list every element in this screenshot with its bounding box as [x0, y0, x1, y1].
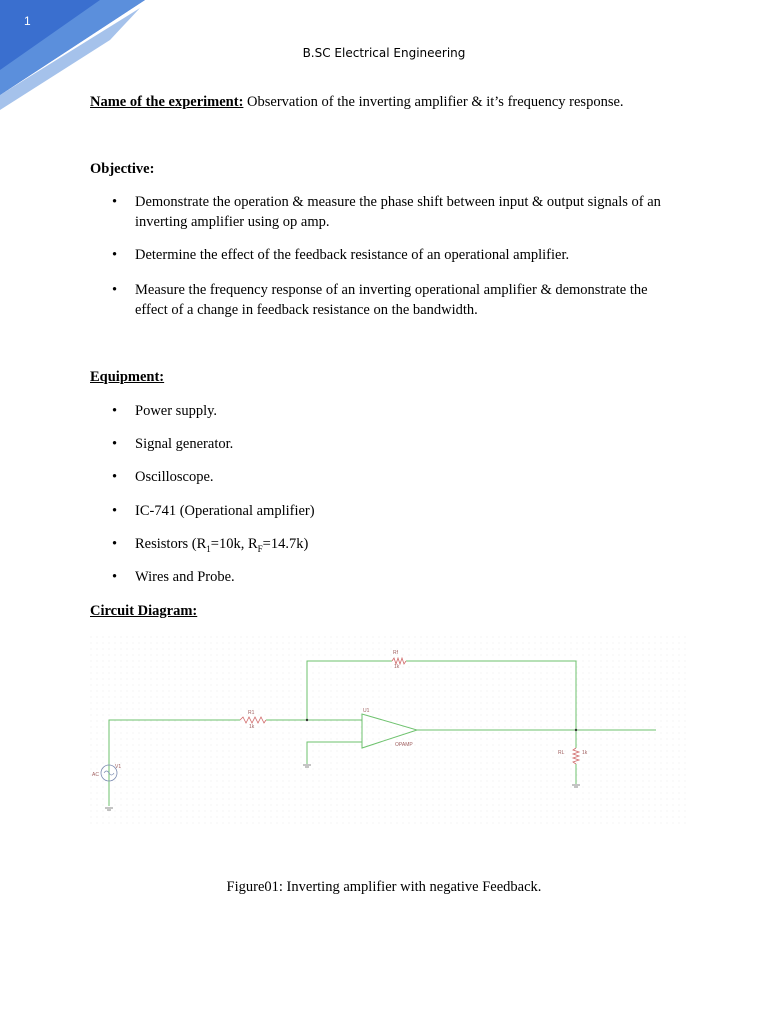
- equipment-item: Wires and Probe.: [135, 569, 235, 585]
- objective-item-3-line2: effect of a change in feedback resistance on the bandwidth.: [135, 302, 478, 318]
- header-title: B.SC Electrical Engineering: [302, 46, 466, 60]
- objective-item-1-line2: inverting amplifier using op amp.: [135, 214, 330, 230]
- equipment-item: Oscilloscope.: [135, 469, 214, 485]
- bullet-icon: •: [112, 247, 118, 263]
- equipment-item-resistors: [135, 534, 680, 559]
- junction-dot: [306, 719, 308, 721]
- page-number: 1: [24, 14, 31, 28]
- objective-heading: Objective:: [90, 161, 155, 177]
- circuit-diagram: [90, 636, 690, 828]
- equipment-item: Power supply.: [135, 403, 218, 419]
- circuit-heading: Circuit Diagram:: [90, 603, 198, 619]
- equipment-item: IC-741 (Operational amplifier): [135, 503, 315, 519]
- experiment-label: Name of the experiment:: [90, 94, 244, 110]
- label-source: AC: [92, 772, 99, 778]
- resistors-sub2: F: [257, 543, 263, 554]
- resistors-prefix: Resistors (R: [135, 536, 207, 552]
- objective-item-2: [135, 245, 680, 265]
- equipment-item: Signal generator.: [135, 436, 234, 452]
- label-rf-value: 1k: [394, 664, 400, 670]
- resistors-mid: =10k, R: [210, 536, 258, 552]
- bullet-icon: •: [112, 503, 118, 519]
- bullet-icon: •: [112, 282, 118, 298]
- junction-dot: [575, 729, 577, 731]
- figure-caption: Figure01: Inverting amplifier with negative Feedback.: [226, 879, 542, 895]
- objective-item-2-line1: Determine the effect of the feedback resistance of an operational amplifier.: [135, 247, 570, 263]
- equipment-heading: Equipment:: [90, 369, 165, 385]
- label-rl: RL: [558, 750, 565, 756]
- bullet-icon: •: [112, 403, 118, 419]
- label-r1: R1: [248, 710, 255, 716]
- resistors-sub1: 1: [206, 543, 211, 554]
- label-opamp: OPAMP: [395, 742, 413, 748]
- experiment-line: [90, 94, 624, 111]
- bullet-icon: •: [112, 536, 118, 552]
- bullet-icon: •: [112, 194, 118, 210]
- objective-item-1-line1: Demonstrate the operation & measure the phase shift between input & output signals of an: [135, 194, 661, 210]
- bullet-icon: •: [112, 469, 118, 485]
- experiment-value: Observation of the inverting amplifier & it’s frequency response.: [247, 94, 624, 110]
- resistors-suffix: =14.7k): [262, 536, 309, 552]
- grid-background: [90, 636, 690, 828]
- label-rf: Rf: [393, 650, 398, 656]
- label-v1: V1: [115, 764, 122, 770]
- bullet-icon: •: [112, 569, 118, 585]
- label-rl-value: 1k: [582, 750, 588, 756]
- bullet-icon: •: [112, 436, 118, 452]
- label-r1-value: 1k: [249, 724, 255, 730]
- label-u1: U1: [363, 708, 370, 714]
- objective-item-3: [135, 280, 680, 320]
- objective-item-3-line1: Measure the frequency response of an inverting operational amplifier & demonstrate the: [135, 282, 648, 298]
- objective-item-1: [135, 192, 680, 232]
